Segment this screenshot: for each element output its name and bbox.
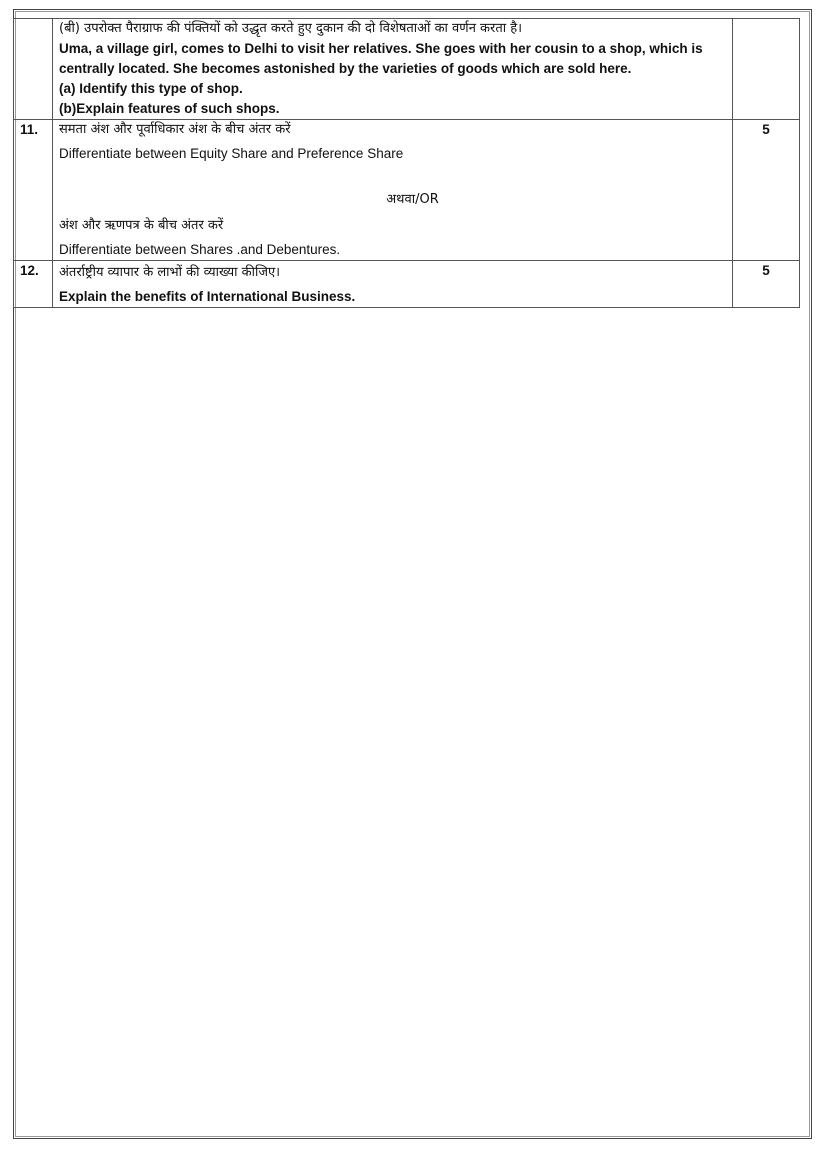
english-question: Explain the benefits of International Business.: [59, 289, 356, 304]
question-content: [53, 120, 733, 261]
question-number: [14, 19, 53, 120]
question-row-11: [14, 120, 800, 261]
question-number: 12.: [14, 261, 53, 308]
hindi-text: (बी) उपरोक्त पैराग्राफ की पंक्तियों को उद्धृत करते हुए दुकान की दो विशेषताओं का वर्णन करता है।: [59, 21, 523, 36]
question-row-10-continued: [14, 19, 800, 120]
english-passage: Uma, a village girl, comes to Delhi to visit her relatives. She goes with her cousin to a shop, which is centrally located. She becomes astonished by the varieties of goods which are sold here.: [59, 41, 703, 76]
part-a: (a) Identify this type of shop.: [59, 81, 243, 96]
spacer: [59, 164, 726, 190]
question-marks: 5: [733, 261, 800, 308]
hindi-text: अंश और ऋणपत्र के बीच अंतर करें: [59, 218, 224, 233]
question-row-12: [14, 261, 800, 308]
question-content: [53, 261, 733, 308]
question-marks: 5: [733, 120, 800, 261]
part-b: (b)Explain features of such shops.: [59, 101, 280, 116]
question-number: 11.: [14, 120, 53, 261]
english-question: Differentiate between Shares .and Debentures.: [59, 242, 341, 257]
question-content: [53, 19, 733, 120]
question-marks: [733, 19, 800, 120]
hindi-text: समता अंश और पूर्वाधिकार अंश के बीच अंतर करें: [59, 122, 291, 137]
english-question: Differentiate between Equity Share and Preference Share: [59, 146, 404, 161]
or-separator: अथवा/OR: [386, 192, 439, 207]
question-table: [13, 18, 800, 308]
hindi-text: अंतर्राष्ट्रीय व्यापार के लाभों की व्याख्या कीजिए।: [59, 265, 281, 280]
